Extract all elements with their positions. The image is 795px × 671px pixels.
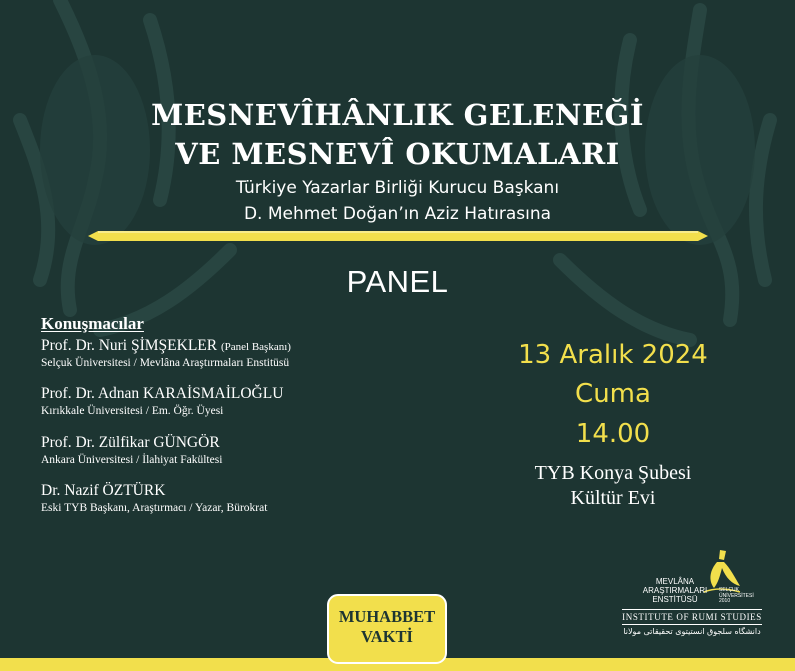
logo-name-line-3: ENSTİTÜSÜ	[652, 595, 698, 604]
event-date: 13 Aralık 2024	[518, 340, 708, 370]
speaker-affiliation: Ankara Üniversitesi / İlahiyat Fakültesi	[41, 453, 223, 466]
logo-rule-top	[622, 609, 762, 610]
muhabbet-vakti-tab	[327, 594, 447, 664]
event-venue-line-1: TYB Konya Şubesi	[534, 462, 692, 484]
speaker-name: Dr. Nazif ÖZTÜRK	[41, 482, 166, 499]
event-day: Cuma	[575, 379, 651, 409]
speaker-entry	[41, 337, 291, 371]
event-title-line-2: VE MESNEVÎ OKUMALARI	[175, 137, 620, 171]
dedication-line-2: D. Mehmet Doğan’ın Aziz Hatırasına	[243, 204, 552, 224]
event-time: 14.00	[575, 419, 651, 449]
speaker-name: Prof. Dr. Zülfikar GÜNGÖR	[41, 434, 220, 451]
tab-label-line-2: VAKTİ	[361, 626, 413, 646]
speaker-affiliation: Kırıkkale Üniversitesi / Em. Öğr. Üyesi	[41, 404, 224, 417]
logo-name-line-1: MEVLÂNA	[655, 577, 695, 586]
event-title-line-1: MESNEVÎHÂNLIK GELENEĞİ	[151, 98, 644, 132]
logo-name-line-2: ARAŞTIRMALARI	[642, 586, 708, 595]
speaker-entry	[41, 482, 267, 516]
tab-label-line-1: MUHABBET	[338, 607, 436, 626]
speaker-affiliation: Eski TYB Başkanı, Araştırmacı / Yazar, Bürokrat	[41, 501, 268, 514]
speaker-name: Prof. Dr. Nuri ŞİMŞEKLER	[41, 337, 218, 354]
logo-university: SELÇUK ÜNİVERSİTESİ 2010	[719, 587, 754, 604]
logo-rule-bottom	[622, 624, 762, 625]
speaker-entry	[41, 434, 222, 468]
logo-persian-name: دانشگاه سلجوق انستیتوی تحقیقاتی مولانا	[623, 627, 761, 636]
panel-heading: PANEL	[346, 264, 449, 299]
dedication-line-1: Türkiye Yazarlar Birliği Kurucu Başkanı	[235, 178, 560, 198]
speaker-affiliation: Selçuk Üniversitesi / Mevlâna Araştırmaları Enstitüsü	[41, 356, 290, 369]
speaker-role-note: (Panel Başkanı)	[220, 341, 291, 353]
speaker-entry	[41, 385, 283, 419]
gold-divider	[88, 229, 708, 243]
logo-english-name: INSTITUTE OF RUMI STUDIES	[622, 612, 762, 622]
speaker-name: Prof. Dr. Adnan KARAİSMAİLOĞLU	[41, 385, 284, 402]
institute-logo	[622, 548, 762, 643]
speakers-heading: Konuşmacılar	[41, 314, 144, 333]
event-venue-line-2: Kültür Evi	[570, 487, 656, 509]
